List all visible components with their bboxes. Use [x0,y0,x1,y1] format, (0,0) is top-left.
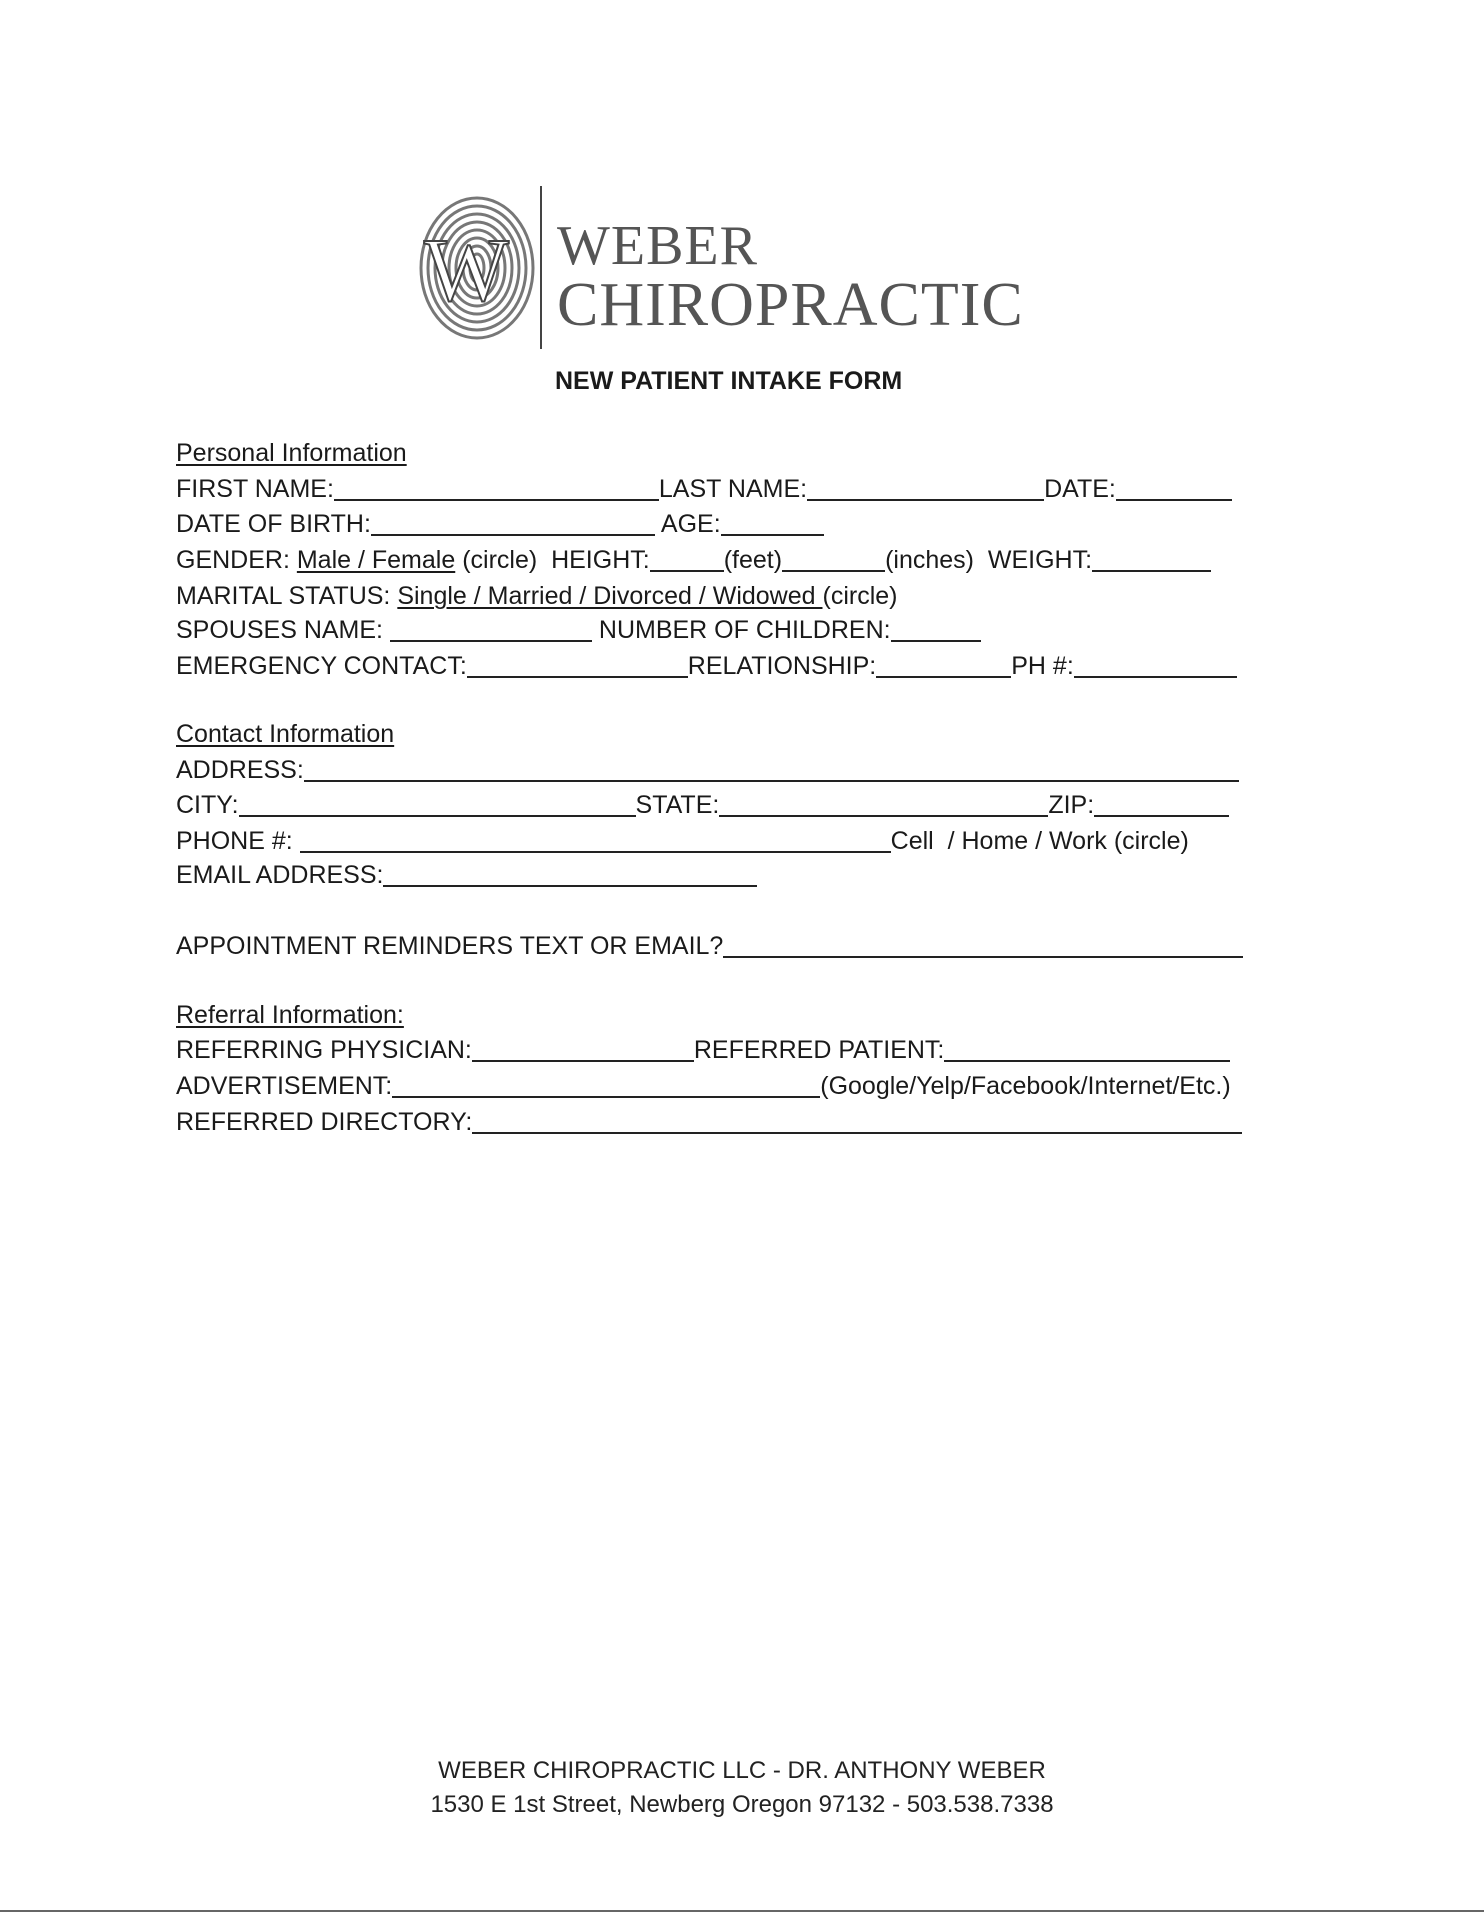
relationship-label: RELATIONSHIP: [687,652,877,680]
state-label: STATE: [635,791,720,819]
age-field[interactable] [721,510,824,536]
section-contact-heading: Contact Information [176,720,395,748]
age-label: AGE: [660,510,721,538]
state-field[interactable] [719,791,1048,817]
gender-options[interactable]: Male / Female [296,546,456,574]
row-phone [176,824,1189,856]
phone-label: PHONE #: [176,827,300,855]
logo-monogram: W [424,221,510,320]
row-advertisement [176,1069,1231,1101]
footer-line1: WEBER CHIROPRACTIC LLC - DR. ANTHONY WEBER [438,1757,1046,1784]
city-field[interactable] [239,791,636,817]
children-label: NUMBER OF CHILDREN: [591,616,891,644]
zip-field[interactable] [1094,791,1229,817]
patient-label: REFERRED PATIENT: [693,1036,945,1064]
section-personal-heading: Personal Information [176,439,407,467]
zip-label: ZIP: [1048,791,1095,819]
row-city [176,788,1229,820]
row-email [176,858,757,890]
spouse-label: SPOUSES NAME: [176,616,390,644]
gender-label: GENDER: [176,546,297,574]
logo-weber: WEBER [557,215,758,277]
patient-field[interactable] [944,1036,1230,1062]
date-field[interactable] [1116,475,1232,501]
dob-field[interactable] [371,510,655,536]
row-spouse [176,613,981,645]
emergency-field[interactable] [467,652,688,678]
physician-field[interactable] [472,1036,694,1062]
email-field[interactable] [383,861,757,887]
children-field[interactable] [891,616,981,642]
physician-label: REFERRING PHYSICIAN: [176,1036,472,1064]
row-referring [176,1033,1230,1065]
inches-weight-label: (inches) WEIGHT: [885,546,1093,574]
relationship-field[interactable] [876,652,1011,678]
row-directory [176,1105,1242,1137]
last-name-label: LAST NAME: [658,475,808,503]
logo-chiropractic: CHIROPRACTIC [557,271,1024,339]
logo-divider [540,186,542,349]
page-title: NEW PATIENT INTAKE FORM [555,367,903,395]
directory-field[interactable] [472,1108,1242,1134]
date-label: DATE: [1044,475,1116,503]
feet-label: (feet) [723,546,783,574]
city-label: CITY: [176,791,239,819]
ph-field[interactable] [1074,652,1237,678]
ph-label: PH #: [1011,652,1074,680]
marital-options[interactable]: Single / Married / Divorced / Widowed [397,582,823,610]
height-inches-field[interactable] [782,546,885,572]
phone-field[interactable] [300,827,891,853]
ad-options: (Google/Yelp/Facebook/Internet/Etc.) [820,1072,1231,1100]
email-label: EMAIL ADDRESS: [176,861,384,889]
advertisement-field[interactable] [392,1072,820,1098]
gender-circle-height-label: (circle) HEIGHT: [455,546,650,574]
section-referral-heading: Referral Information: [176,1001,404,1029]
directory-label: REFERRED DIRECTORY: [176,1108,473,1136]
first-name-field[interactable] [334,475,659,501]
bottom-edge-divider [0,1910,1484,1912]
dob-label: DATE OF BIRTH: [176,510,371,538]
address-label: ADDRESS: [176,756,304,784]
logo [412,186,1072,351]
reminders-field[interactable] [723,932,1243,958]
phone-type-options[interactable]: Cell / Home / Work (circle) [890,827,1189,855]
emergency-label: EMERGENCY CONTACT: [176,652,467,680]
advertisement-label: ADVERTISEMENT: [176,1072,393,1100]
marital-circle: (circle) [822,582,898,610]
weight-field[interactable] [1092,546,1211,572]
row-reminders [176,929,1243,961]
row-dob [176,507,824,539]
first-name-label: FIRST NAME: [176,475,334,503]
reminders-label: APPOINTMENT REMINDERS TEXT OR EMAIL? [176,932,724,960]
height-feet-field[interactable] [650,546,724,572]
spouse-field[interactable] [390,616,592,642]
row-gender [176,543,1211,575]
marital-label: MARITAL STATUS: [176,582,398,610]
footer-line2: 1530 E 1st Street, Newberg Oregon 97132 - 503.538.7338 [430,1791,1054,1818]
row-name [176,472,1232,504]
last-name-field[interactable] [807,475,1044,501]
row-marital [176,579,898,611]
row-emergency [176,649,1237,681]
address-field[interactable] [304,756,1239,782]
row-address [176,753,1239,785]
